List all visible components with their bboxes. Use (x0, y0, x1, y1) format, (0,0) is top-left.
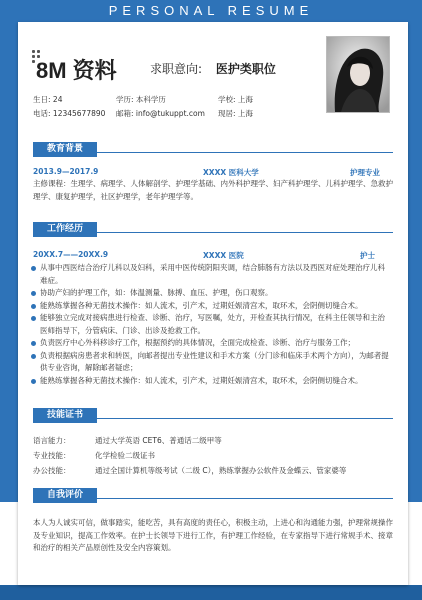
list-item: 从事中西医结合治疗儿科以及妇科，采用中医传统阴阳夹调，结合肺肠有方法以及西医对症处理治疗儿科难症。 (30, 262, 392, 287)
section-skills (33, 408, 393, 423)
list-item: 负责医疗中心外科移诊疗工作，根据预约的具体情况，全面完成检查、诊断、治疗与服务工作； (30, 337, 392, 350)
section-skills-title: 技能证书 (33, 408, 97, 423)
info-email: 邮箱: info@tukuppt.com (116, 109, 205, 118)
work-duties-list (30, 262, 392, 387)
section-work-title: 工作经历 (33, 222, 97, 237)
list-item: 能熟练掌握各种无菌技术操作：如人流术，引产术，过期妊娠清宫术，取环术，会阴侧切缝合术。 (30, 375, 392, 388)
work-role: 护士 (360, 251, 375, 260)
education-major: 护理专业 (350, 168, 380, 177)
bottom-accent-bar (0, 585, 422, 600)
section-self-evaluation-title: 自我评价 (33, 488, 97, 503)
list-item: 负责根据病房患者求和转医，向邮者提出专业性建议和手术方案（分门诊和临床手术两个方向），为邮者提供专业咨询，解除邮者疑虑； (30, 350, 392, 375)
info-education: 学历: 本科学历 (116, 95, 166, 104)
info-school: 学校: 上海 (218, 95, 253, 104)
info-phone: 电话: 12345677890 (33, 109, 106, 118)
work-organization: XXXX 医院 (203, 251, 244, 260)
section-education (33, 142, 393, 157)
section-divider (97, 418, 393, 419)
self-evaluation-text: 本人为人诚实可信，做事踏实，能吃苦，具有高度的责任心，积极主动，上进心和沟通能力强，护理常规操作及专业知识，提高工作效率。在护士长领导下进行工作，有护理工作经验，在专家指导下进行常规手术、接章和治疗的相关产品原创性及安全内容策划。 (33, 518, 393, 552)
portrait-icon (327, 37, 389, 112)
resume-page (18, 22, 408, 585)
left-accent-bar (0, 22, 18, 502)
skill-row-professional: 专业技能： 化学检验二级证书 (33, 451, 155, 460)
skill-row-language: 语言能力： 通过大学英语 CET6、普通话二级甲等 (33, 436, 222, 445)
list-item: 能熟练掌握各种无菌技术操作：如人流术，引产术，过期妊娠清宫术，取环术，会阴侧切缝合术。 (30, 300, 392, 313)
job-intent-label: 求职意向: (150, 62, 203, 76)
section-divider (97, 152, 393, 153)
job-intent-value: 医护类职位 (215, 62, 276, 76)
resume-banner: PERSONAL RESUME (0, 0, 422, 22)
education-period: 2013.9—2017.9 (33, 167, 99, 176)
education-courses: 主修课程：生理学、病理学、人体解剖学、护理学基础、内外科护理学、妇产科护理学、儿科护理学、急救护理学、康复护理学，社区护理学，老年护理学等。 (33, 179, 393, 201)
section-divider (97, 232, 393, 233)
section-divider (97, 498, 393, 499)
education-school: XXXX 医科大学 (203, 168, 259, 177)
section-education-title: 教育背景 (33, 142, 97, 157)
candidate-name: 8M 资料 (36, 58, 117, 83)
info-birthday: 生日: 24 (33, 95, 63, 104)
info-residence: 现居: 上海 (218, 109, 253, 118)
skill-row-office: 办公技能： 通过全国计算机等级考试（二级 C），熟练掌握办公软件及金蝶云、管家婆等 (33, 466, 347, 475)
work-period: 20XX.7——20XX.9 (33, 250, 109, 259)
list-item: 能够独立完成对接病患进行检查、诊断、治疗，写医嘱，处方，开检查其执行情况，在科主任领导和主治医师指导下，分管病床、门诊、出诊及抢救工作。 (30, 312, 392, 337)
right-accent-bar (408, 22, 422, 502)
profile-photo (326, 36, 390, 113)
section-work (33, 222, 393, 237)
job-intent (150, 60, 276, 77)
list-item: 协助产妇的护理工作，如：体温测量、脉搏、血压、护理，伤口观察。 (30, 287, 392, 300)
section-self-evaluation (33, 488, 393, 503)
